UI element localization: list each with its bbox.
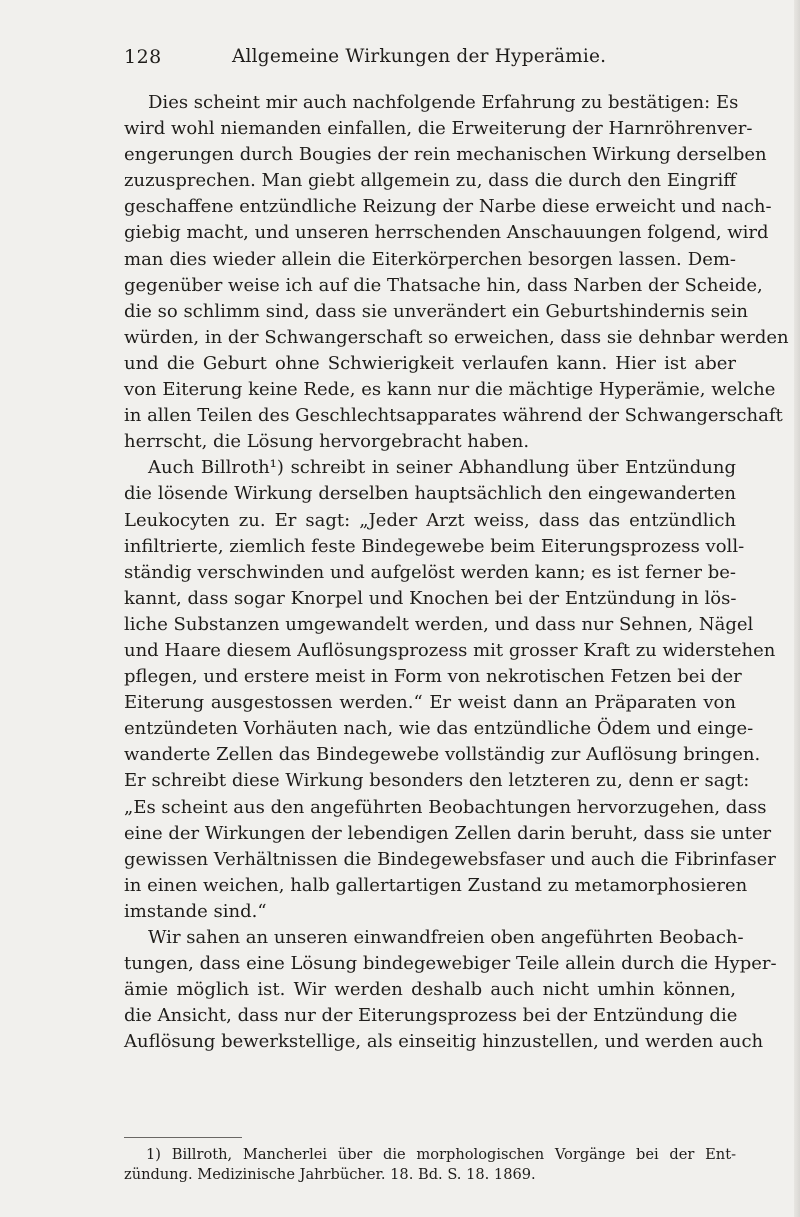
text-line: imstande sind.“ <box>124 900 267 922</box>
footnotes <box>124 1145 736 1185</box>
text-line: herrscht, die Lösung hervorgebracht haben. <box>124 431 530 453</box>
text-line: tungen, dass eine Lösung bindegewebiger Teile allein durch die Hyper- <box>124 953 777 975</box>
text-line: und Haare diesem Auflösungsprozess mit grosser Kraft zu widerstehen <box>124 639 776 661</box>
running-title: Allgemeine Wirkungen der Hyperämie. <box>232 46 607 67</box>
text-line: zuzusprechen. Man giebt allgemein zu, dass die durch den Eingriff <box>124 170 737 192</box>
text-line: Dies scheint mir auch nachfolgende Erfahrung zu bestätigen: Es <box>148 92 739 113</box>
text-line: Auflösung bewerkstellige, als einseitig hinzustellen, und werden auch <box>124 1031 764 1053</box>
text-line: Auch Billroth¹) schreibt in seiner Abhandlung über Entzündung <box>148 457 736 479</box>
text-line: in allen Teilen des Geschlechtsapparates während der Schwangerschaft <box>124 405 783 427</box>
footnote-divider <box>124 1137 242 1138</box>
footnote-line: zündung. Medizinische Jahrbücher. 18. Bd. S. 18. 1869. <box>124 1166 536 1183</box>
text-line: eine der Wirkungen der lebendigen Zellen darin beruht, dass sie unter <box>124 822 772 844</box>
footnote-line: 1) Billroth, Mancherlei über die morphologischen Vorgänge bei der Ent- <box>146 1146 736 1163</box>
text-line: wird wohl niemanden einfallen, die Erweiterung der Harnröhrenver- <box>124 118 753 140</box>
body-text <box>124 90 789 1055</box>
text-line: die so schlimm sind, dass sie unverändert ein Geburtshindernis sein <box>124 300 748 322</box>
text-line: Er schreibt diese Wirkung besonders den letzteren zu, denn er sagt: <box>124 770 750 792</box>
text-line: wanderte Zellen das Bindegewebe vollständig zur Auflösung bringen. <box>124 744 761 766</box>
text-line: würden, in der Schwangerschaft so erweichen, dass sie dehnbar werden <box>124 326 789 348</box>
text-line: liche Substanzen umgewandelt werden, und dass nur Sehnen, Nägel <box>124 613 754 635</box>
text-line: gegenüber weise ich auf die Thatsache hin, dass Narben der Scheide, <box>124 274 763 296</box>
text-line: von Eiterung keine Rede, es kann nur die mächtige Hyperämie, welche <box>124 379 776 401</box>
page-header <box>124 46 764 76</box>
text-line: pflegen, und erstere meist in Form von nekrotischen Fetzen bei der <box>124 666 742 688</box>
text-line: infiltrierte, ziemlich feste Bindegewebe beim Eiterungsprozess voll- <box>124 535 745 557</box>
text-line: Eiterung ausgestossen werden.“ Er weist dann an Präparaten von <box>124 692 736 714</box>
text-line: die Ansicht, dass nur der Eiterungsprozess bei der Entzündung die <box>124 1005 738 1027</box>
text-line: ständig verschwinden und aufgelöst werden kann; es ist ferner be- <box>124 561 736 583</box>
text-line: entzündeten Vorhäuten nach, wie das entzündliche Ödem und einge- <box>124 718 754 740</box>
text-line: und die Geburt ohne Schwierigkeit verlaufen kann. Hier ist aber <box>124 352 736 374</box>
text-line: kannt, dass sogar Knorpel und Knochen bei der Entzündung in lös- <box>124 587 737 609</box>
text-line: in einen weichen, halb gallertartigen Zustand zu metamorphosieren <box>124 874 748 896</box>
text-line: engerungen durch Bougies der rein mechanischen Wirkung derselben <box>124 144 767 166</box>
page-edge-shadow <box>794 0 800 1217</box>
page-number: 128 <box>124 46 162 68</box>
text-line: „Es scheint aus den angeführten Beobachtungen hervorzugehen, dass <box>124 796 767 818</box>
text-line: geschaffene entzündliche Reizung der Narbe diese erweicht und nach- <box>124 196 772 218</box>
text-line: die lösende Wirkung derselben hauptsächlich den eingewanderten <box>124 483 736 505</box>
text-line: gewissen Verhältnissen die Bindegewebsfaser und auch die Fibrinfaser <box>124 848 776 870</box>
text-line: Leukocyten zu. Er sagt: „Jeder Arzt weiss, dass das entzündlich <box>124 509 736 531</box>
text-line: giebig macht, und unseren herrschenden Anschauungen folgend, wird <box>124 222 769 244</box>
text-line: ämie möglich ist. Wir werden deshalb auch nicht umhin können, <box>124 979 736 1001</box>
text-line: Wir sahen an unseren einwandfreien oben angeführten Beobach- <box>148 927 744 948</box>
text-line: man dies wieder allein die Eiterkörperchen besorgen lassen. Dem- <box>124 248 736 270</box>
